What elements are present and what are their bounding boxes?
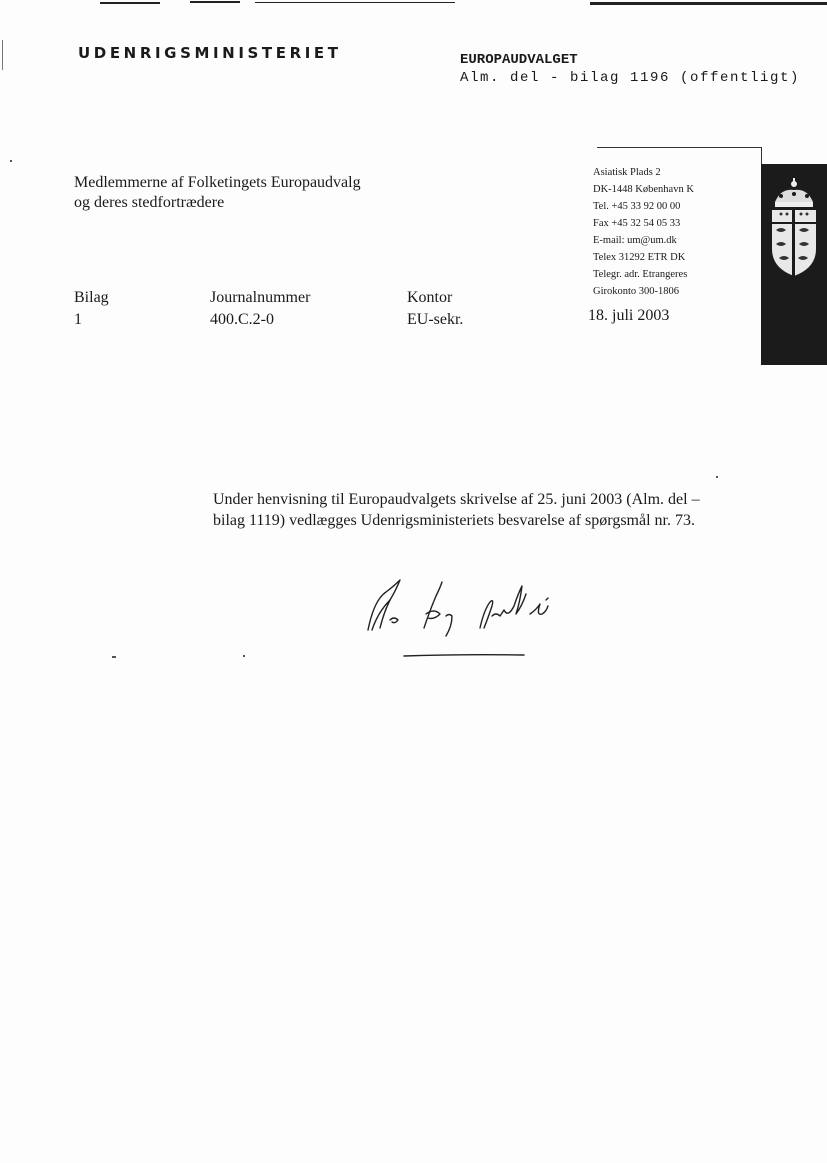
scan-edge-line: [590, 2, 827, 5]
address-street: Asiatisk Plads 2: [593, 167, 661, 178]
letter-body: [213, 490, 753, 531]
address-telex: Telex 31292 ETR DK: [593, 252, 686, 263]
recipient-line: og deres stedfortrædere: [74, 194, 225, 211]
scan-edge-line: [2, 40, 3, 70]
letter-date: 18. juli 2003: [588, 307, 670, 324]
body-line: Under henvisning til Europaudvalgets skrivelse af 25. juni 2003 (Alm. del –: [213, 491, 700, 508]
committee-stamp-title: EUROPAUDVALGET: [460, 52, 578, 68]
address-rule-vertical: [761, 147, 762, 165]
address-giro: Girokonto 300-1806: [593, 286, 680, 297]
address-fax: Fax +45 32 54 05 33: [593, 218, 681, 229]
scan-speck: [243, 655, 245, 657]
coat-of-arms-icon: [761, 164, 827, 365]
sender-address-block: [593, 164, 694, 300]
recipient-line: Medlemmerne af Folketingets Europaudvalg: [74, 174, 361, 191]
address-rule: [597, 147, 762, 148]
journal-number-label: Journalnummer: [210, 289, 311, 306]
bilag-label: Bilag: [74, 289, 109, 306]
crest-band: [761, 164, 827, 365]
scan-edge-line: [100, 2, 160, 4]
committee-stamp-reference: Alm. del - bilag 1196 (offentligt): [460, 70, 801, 86]
scan-speck: [112, 656, 116, 658]
bilag-value: 1: [74, 311, 82, 328]
recipient-block: [74, 173, 361, 213]
address-telegram: Telegr. adr. Etrangeres: [593, 269, 688, 280]
scan-speck: [10, 160, 12, 162]
scan-edge-line: [255, 2, 455, 3]
address-tel: Tel. +45 33 92 00 00: [593, 201, 681, 212]
scan-edge-line: [190, 1, 240, 3]
journal-number-value: 400.C.2-0: [210, 311, 274, 328]
body-line: bilag 1119) vedlægges Udenrigsministeriets besvarelse af spørgsmål nr. 73.: [213, 511, 695, 529]
office-label: Kontor: [407, 289, 453, 306]
handwritten-signature: [360, 570, 580, 660]
address-city: DK-1448 København K: [593, 184, 694, 195]
office-value: EU-sekr.: [407, 311, 464, 328]
ministry-name: UDENRIGSMINISTERIET: [78, 44, 342, 62]
scan-speck: [716, 476, 718, 478]
address-email: E-mail: um@um.dk: [593, 235, 677, 246]
